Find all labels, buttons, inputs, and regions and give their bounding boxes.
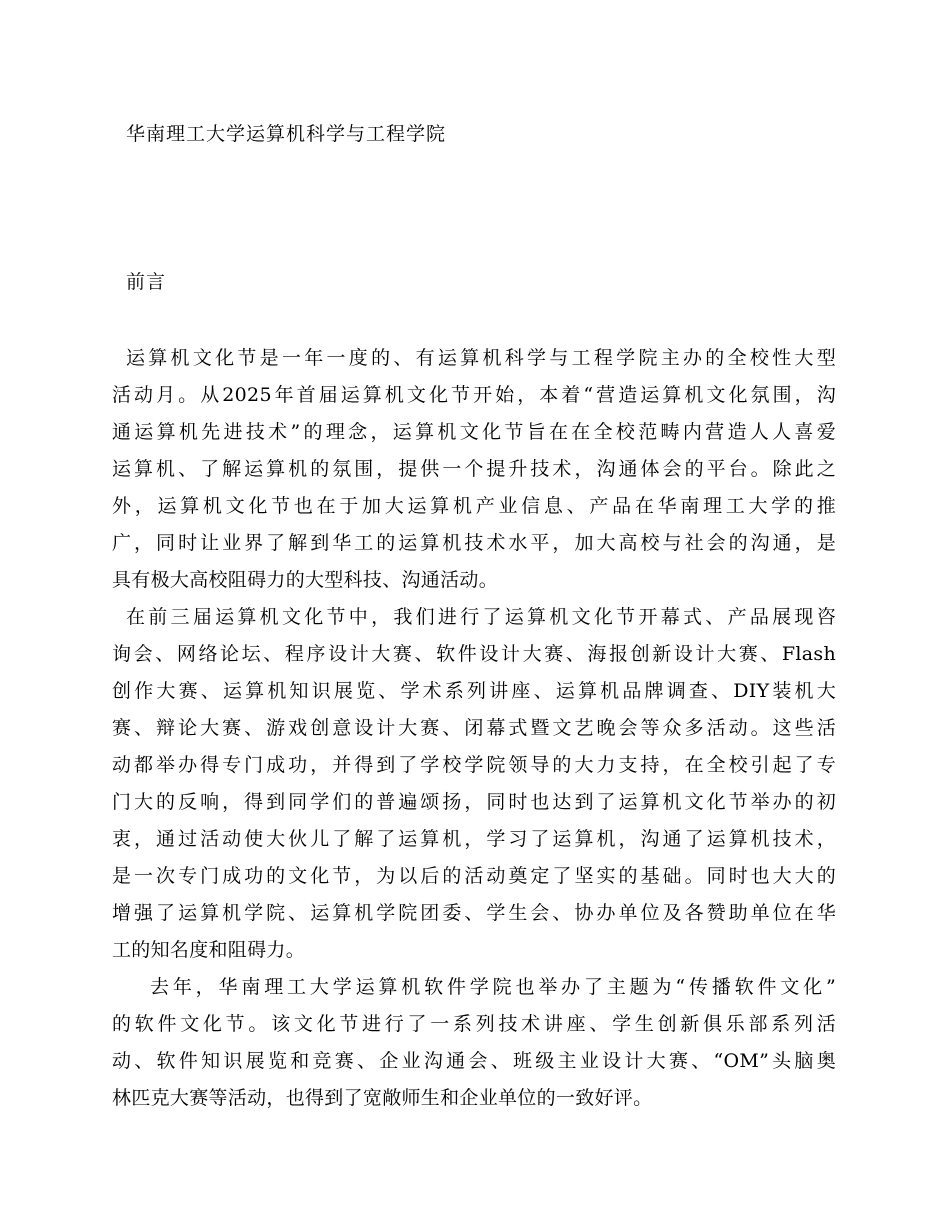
section-title: 前言 <box>126 271 167 293</box>
body-text <box>112 340 836 1117</box>
paragraph-line: 是一次专门成功的文化节，为以后的活动奠定了坚实的基础。同时也大大的 <box>112 865 836 887</box>
paragraph-2 <box>112 599 836 969</box>
paragraph-line: 工的知名度和阻碍力。 <box>112 939 306 961</box>
paragraph-line: 增强了运算机学院、运算机学院团委、学生会、协办单位及各赞助单位在华 <box>112 902 836 924</box>
paragraph-line: 运算机文化节是一年一度的、有运算机科学与工程学院主办的全校性大型 <box>126 347 836 369</box>
paragraph-line: 活动月。从2025年首届运算机文化节开始，本着“营造运算机文化氛围，沟 <box>112 384 836 406</box>
paragraph-line: 外，运算机文化节也在于加大运算机产业信息、产品在华南理工大学的推 <box>112 495 836 517</box>
paragraph-line: 衷，通过活动使大伙儿了解了运算机，学习了运算机，沟通了运算机技术， <box>112 828 836 850</box>
paragraph-line: 赛、辩论大赛、游戏创意设计大赛、闭幕式暨文艺晚会等众多活动。这些活 <box>112 717 836 739</box>
paragraph-line: 门大的反响，得到同学们的普遍颂扬，同时也达到了运算机文化节举办的初 <box>112 791 836 813</box>
paragraph-line: 的软件文化节。该文化节进行了一系列技术讲座、学生创新俱乐部系列活 <box>112 1013 836 1035</box>
paragraph-line: 询会、网络论坛、程序设计大赛、软件设计大赛、海报创新设计大赛、Flash <box>112 643 836 665</box>
paragraph-1 <box>112 340 836 599</box>
paragraph-line: 创作大赛、运算机知识展览、学术系列讲座、运算机品牌调查、DIY装机大 <box>112 680 836 702</box>
paragraph-line: 林匹克大赛等活动，也得到了宽敞师生和企业单位的一致好评。 <box>112 1087 653 1109</box>
paragraph-line: 动都举办得专门成功，并得到了学校学院领导的大力支持，在全校引起了专 <box>112 754 836 776</box>
paragraph-line: 广，同时让业界了解到华工的运算机技术水平，加大高校与社会的沟通，是 <box>112 532 836 554</box>
paragraph-line: 在前三届运算机文化节中，我们进行了运算机文化节开幕式、产品展现咨 <box>126 606 836 628</box>
paragraph-line: 通运算机先进技术”的理念，运算机文化节旨在在全校范畴内营造人人喜爱 <box>112 421 836 443</box>
paragraph-line: 运算机、了解运算机的氛围，提供一个提升技术，沟通体会的平台。除此之 <box>112 458 836 480</box>
paragraph-3 <box>112 969 836 1117</box>
org-title: 华南理工大学运算机科学与工程学院 <box>126 123 447 145</box>
paragraph-line: 具有极大高校阻碍力的大型科技、沟通活动。 <box>112 569 499 591</box>
paragraph-line: 去年，华南理工大学运算机软件学院也举办了主题为“传播软件文化” <box>150 976 836 998</box>
paragraph-line: 动、软件知识展览和竞赛、企业沟通会、班级主业设计大赛、“OM”头脑奥 <box>112 1050 836 1072</box>
